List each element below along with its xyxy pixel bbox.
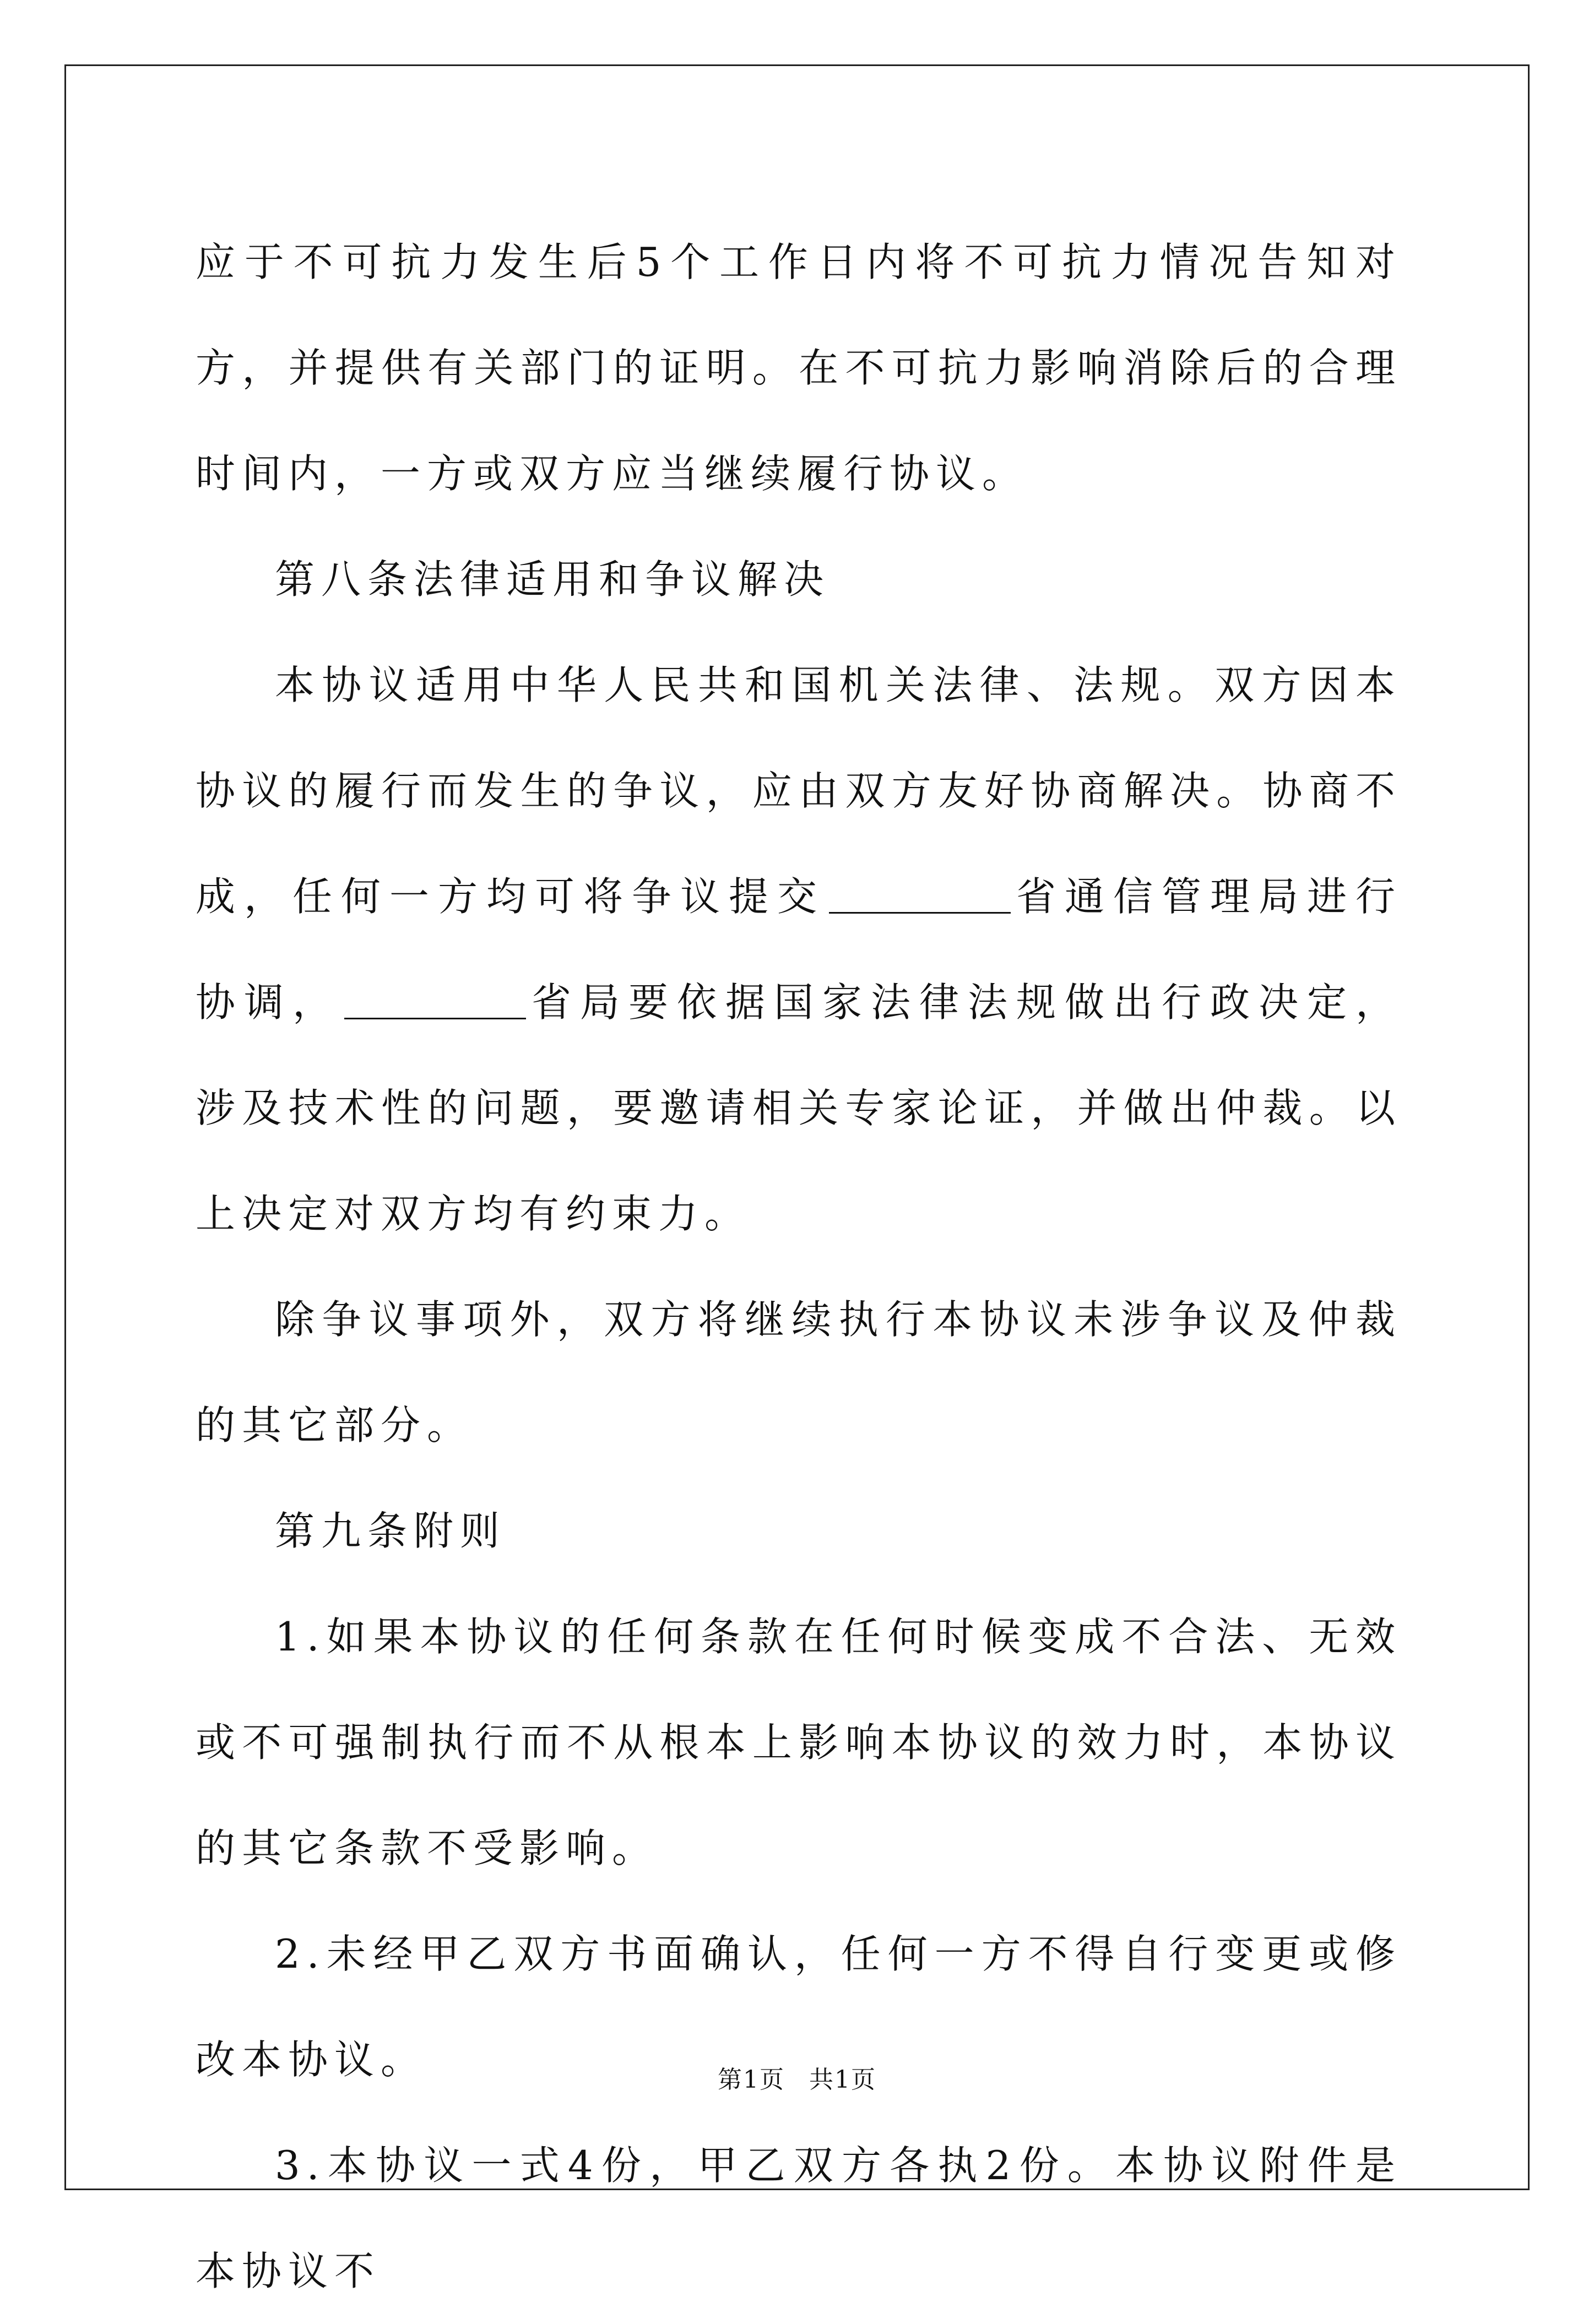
article-8-heading: 第八条法律适用和争议解决 xyxy=(275,556,831,602)
document-body xyxy=(196,209,1402,2324)
page-total: 共1页 xyxy=(809,2066,876,2094)
paragraph-applicable-law xyxy=(196,632,1402,1267)
paragraph-applicable-law-start: 本协议适用中华人民共和国机关法律、法规。双方因本协议的履行而发生的争议，应由双方友好协商解决。协商不成，任何一方均可将争议提交 xyxy=(196,662,1402,920)
article-9-heading: 第九条附则 xyxy=(275,1508,507,1554)
paragraph-applicable-law-end: 省局要依据国家法律法规做出行政决定，涉及技术性的问题，要邀请相关专家论证，并做出仲裁。以上决定对双方均有约束力。 xyxy=(196,979,1402,1237)
paragraph-continue-execution: 除争议事项外，双方将继续执行本协议未涉争议及仲裁的其它部分。 xyxy=(196,1296,1402,1448)
clause-2: 2.未经甲乙双方书面确认，任何一方不得自行变更或修改本协议。 xyxy=(196,1931,1402,2083)
paragraph-force-majeure-continued: 应于不可抗力发生后5个工作日内将不可抗力情况告知对方，并提供有关部门的证明。在不可抗力影响消除后的合理时间内，一方或双方应当继续履行协议。 xyxy=(196,239,1402,497)
page-number: 第1页 xyxy=(718,2066,785,2094)
page-footer xyxy=(0,2060,1594,2095)
blank-line-province-1 xyxy=(829,873,1011,914)
blank-line-province-2 xyxy=(344,979,526,1019)
clause-3: 3.本协议一式4份，甲乙双方各执2份。本协议附件是本协议不 xyxy=(196,2142,1402,2294)
paragraph-applicable-law-mid: 省通信管理局进行协调， xyxy=(196,873,1402,1025)
clause-1: 1.如果本协议的任何条款在任何时候变成不合法、无效或不可强制执行而不从根本上影响本协议的效力时，本协议的其它条款不受影响。 xyxy=(196,1614,1402,1871)
